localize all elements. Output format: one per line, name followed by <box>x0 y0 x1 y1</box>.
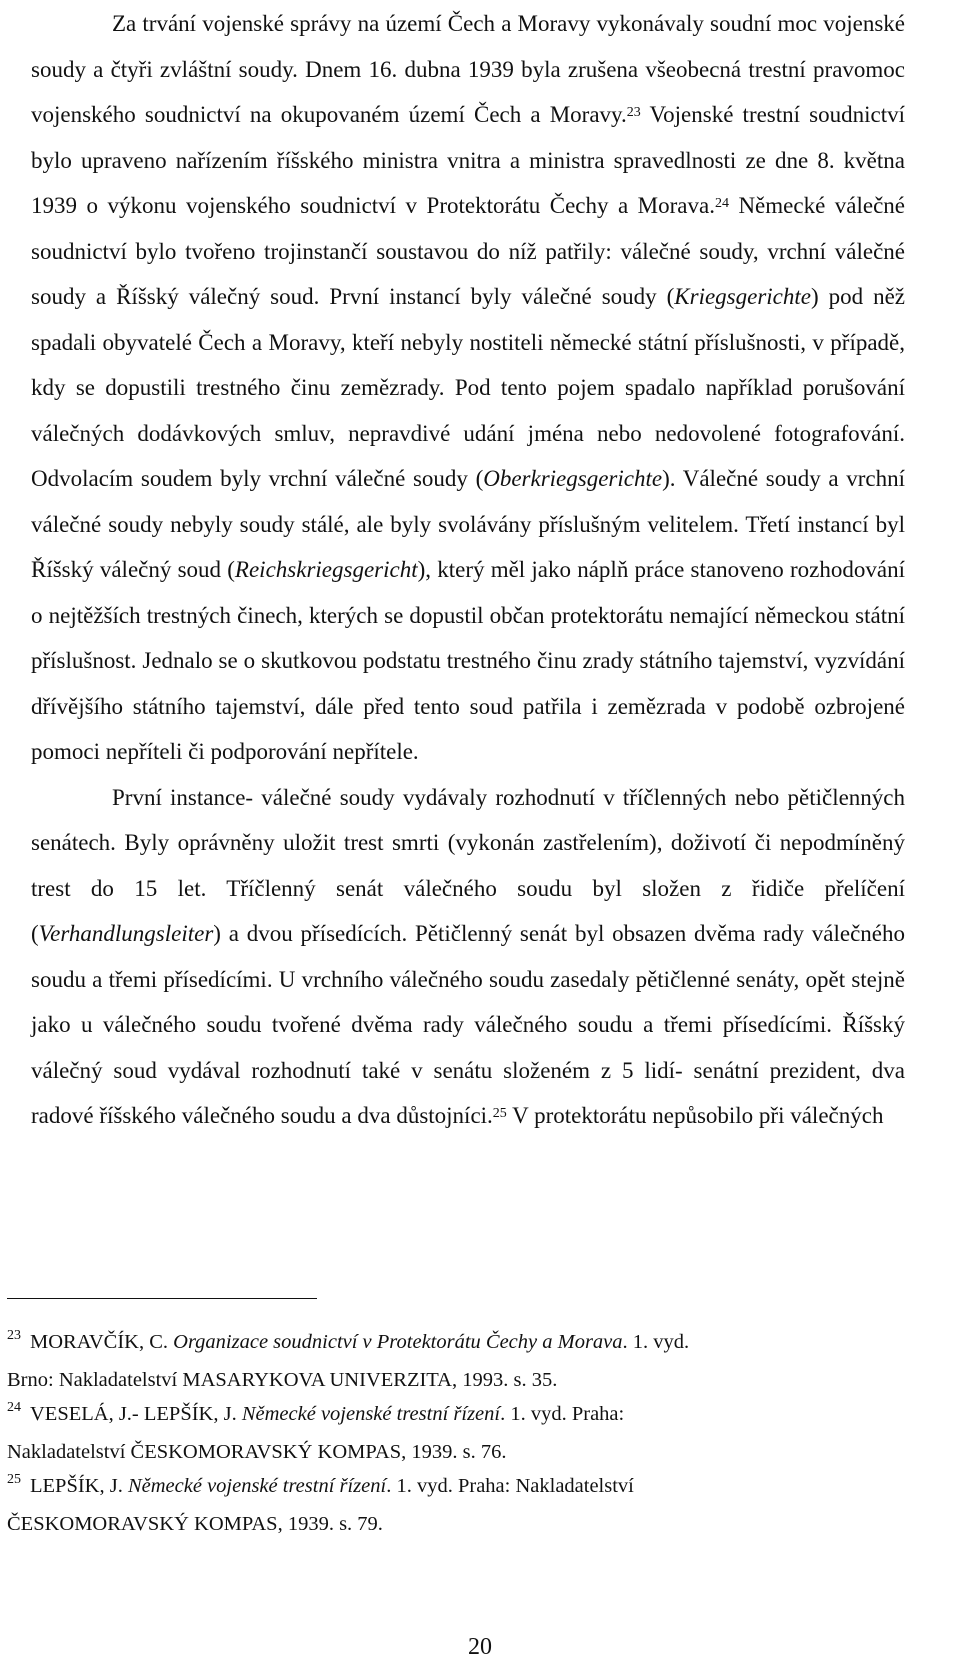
paragraph-1-text-b: Vojenské trestní soudnictví bylo upraveno nařízením říšského ministra vnitra a ministra spravedlnosti ze dne 8. května 1939 o výkonu vojenského soudnictví v Protektorátu Čechy a Morava. <box>31 102 906 218</box>
footnote-25 <box>7 1469 897 1541</box>
footnote-number: 23 <box>7 1328 21 1343</box>
body-paragraph-1 <box>31 0 905 775</box>
footnote-line <box>7 1325 897 1363</box>
paragraph-1-text-a: Za trvání vojenské správy na území Čech a Moravy vykonávaly soudní moc vojenské soudy a čtyři zvláštní soudy. Dnem 16. dubna 1939 byla zrušena všeobecná trestní pravomoc vojenského soudnictví na okupovaném území Čech a Moravy. <box>31 11 905 127</box>
footnote-line <box>7 1397 897 1435</box>
paragraph-1-text-d: ) pod něž spadali obyvatelé Čech a Moravy, kteří nebyly nostiteli německé státní příslušnosti, v případě, kdy se dopustili trestného činu zemězrady. Pod tento pojem spadalo například porušování válečných dodávkových smluv, nepravdivé udání jména nebo nedovolené fotografování. Odvolacím soudem byly vrchní válečné soudy ( <box>31 284 905 491</box>
footnote-author: VESELÁ, J.- LEPŠÍK, J. <box>30 1403 242 1425</box>
footnote-publication: . 1. vyd. Praha: Nakladatelství <box>386 1475 634 1497</box>
footnote-title: Organizace soudnictví v Protektorátu Čechy a Morava <box>173 1331 623 1353</box>
footnote-reference-24: 24 <box>714 196 729 211</box>
footnote-title: Německé vojenské trestní řízení <box>241 1403 501 1425</box>
footnotes-section <box>7 1325 897 1541</box>
paragraph-2-text-c: V protektorátu nepůsobilo při válečných <box>506 1103 884 1128</box>
footnote-reference-23: 23 <box>626 105 641 120</box>
footnote-24 <box>7 1397 897 1469</box>
term-oberkriegsgerichte: Oberkriegsgerichte <box>483 466 663 491</box>
footnote-number: 25 <box>7 1472 21 1487</box>
footnote-author: MORAVČÍK, C. <box>30 1331 174 1353</box>
page-number: 20 <box>468 1634 492 1660</box>
footnote-author: LEPŠÍK, J. <box>30 1475 128 1497</box>
paragraph-2-text-a: První instance- válečné soudy vydávaly rozhodnutí v tříčlenných nebo pětičlenných senátech. Byly oprávněny uložit trest smrti (vykonán zastřelením), doživotí či nepodmíněný trest do 15 let. Tříčlenný senát válečného soudu byl složen z řidiče přelíčení ( <box>31 784 905 946</box>
footnote-title: Německé vojenské trestní řízení <box>127 1475 387 1497</box>
footnote-publication: . 1. vyd. <box>622 1331 690 1353</box>
term-reichskriegsgericht: Reichskriegsgericht <box>234 557 418 582</box>
term-verhandlungsleiter: Verhandlungsleiter <box>38 921 214 946</box>
paragraph-1-text-e: ). Válečné soudy a vrchní válečné soudy nebyly soudy stálé, ale byly svolávány příslušným velitelem. Třetí instancí byl Říšský válečný soud ( <box>31 466 905 582</box>
footnote-number: 24 <box>7 1400 21 1415</box>
paragraph-2-text-b: ) a dvou přísedících. Pětičlenný senát byl obsazen dvěma rady válečného soudu a třemi přísedícími. U vrchního válečného soudu zasedaly pětičlenné senáty, opět stejně jako u válečného soudu tvořené dvěma rady válečného soudu a třemi přísedícími. Říšský válečný soud vydával rozhodnutí také v senátu složeném z 5 lidí- senátní prezident, dva radové říšského válečného soudu a dva důstojníci. <box>31 921 905 1128</box>
footnote-line <box>7 1469 897 1507</box>
footnote-23 <box>7 1325 897 1397</box>
body-paragraph-2 <box>31 775 905 1139</box>
footnote-publication: . 1. vyd. Praha: <box>500 1403 625 1425</box>
term-kriegsgerichte: Kriegsgerichte <box>674 284 811 309</box>
footnote-line: Nakladatelství ČESKOMORAVSKÝ KOMPAS, 1939. s. 76. <box>7 1440 507 1463</box>
paragraph-1-text-c: Německé válečné soudnictví bylo tvořeno trojinstančí soustavou do níž patřily: válečné soudy, vrchní válečné soudy a Říšský válečný soud. První instancí byly válečné soudy ( <box>31 193 905 309</box>
footnote-reference-25: 25 <box>492 1106 507 1121</box>
footnote-separator <box>7 1298 317 1299</box>
paragraph-1-text-f: ), který měl jako náplň práce stanoveno rozhodování o nejtěžších trestných činech, kterých se dopustil občan protektorátu nemající německou státní příslušnost. Jednalo se o skutkovou podstatu trestného činu zrady státního tajemství, vyzvídání dřívějšího státního tajemství, dále před tento soud patřila i zemězrada v podobě ozbrojené pomoci nepříteli či podporování nepřítele. <box>31 557 905 764</box>
footnote-line: ČESKOMORAVSKÝ KOMPAS, 1939. s. 79. <box>7 1512 383 1535</box>
document-page <box>31 0 905 1139</box>
footnote-line: Brno: Nakladatelství MASARYKOVA UNIVERZITA, 1993. s. 35. <box>7 1368 558 1391</box>
